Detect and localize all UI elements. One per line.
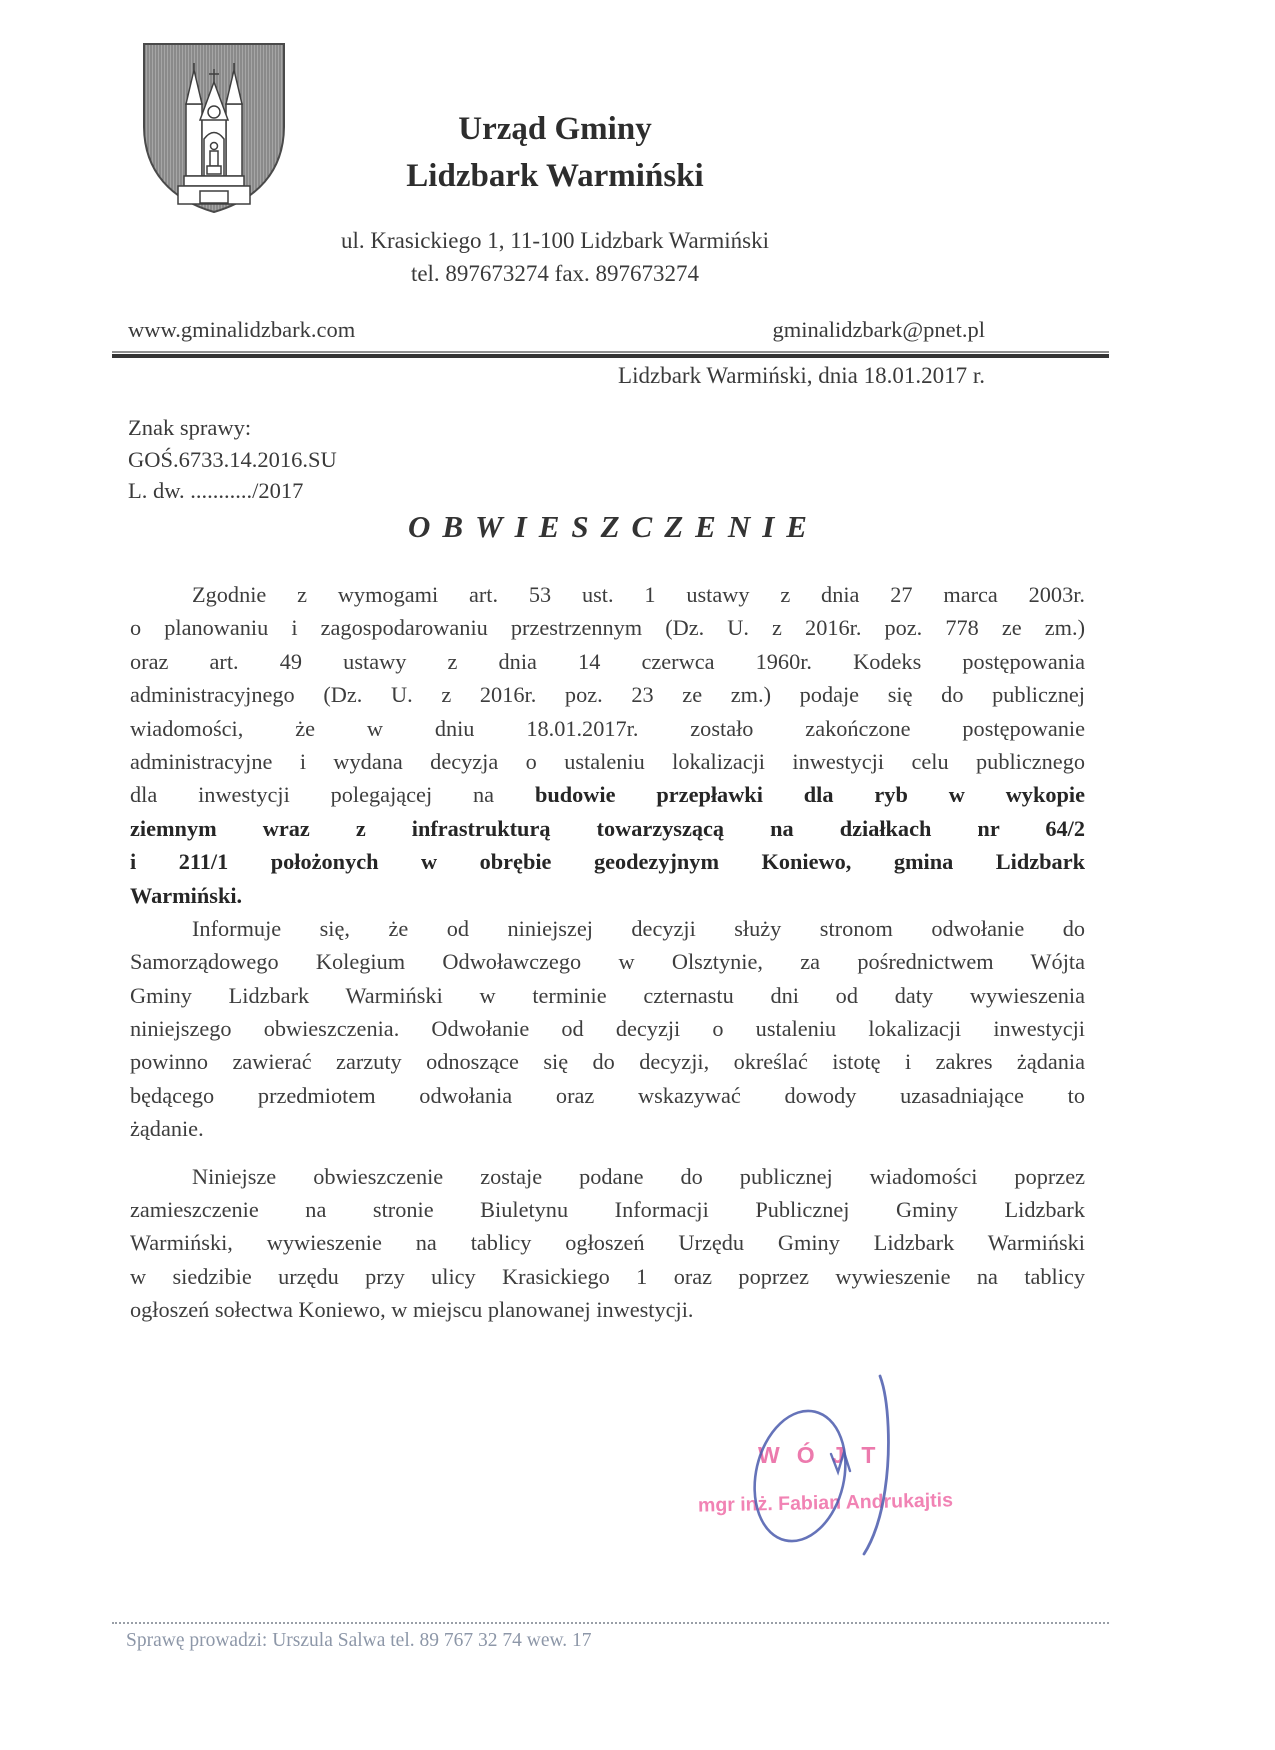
body-line: dla inwestycji polegającej na budowie przepławki dla ryb w wykopie (130, 782, 1085, 808)
address-line: ul. Krasickiego 1, 11-100 Lidzbark Warmiński (340, 228, 770, 253)
body-line: Samorządowego Kolegium Odwoławczego w Olsztynie, za pośrednictwem Wójta (130, 949, 1085, 975)
phone-fax-line: tel. 897673274 fax. 897673274 (410, 261, 700, 286)
footer-divider (112, 1622, 1109, 1624)
footer-contact-line: Sprawę prowadzi: Urszula Salwa tel. 89 767 32 74 wew. 17 (126, 1630, 592, 1651)
body-line: oraz art. 49 ustawy z dnia 14 czerwca 1960r. Kodeks postępowania (130, 648, 1085, 674)
body-line: o planowaniu i zagospodarowaniu przestrzennym (Dz. U. z 2016r. poz. 778 ze zm.) (130, 615, 1085, 641)
body-line: powinno zawierać zarzuty odnoszące się do decyzji, określać istotę i zakres żądania (130, 1049, 1085, 1075)
body-line: Warmiński. (130, 882, 243, 908)
body-line: w siedzibie urzędu przy ulicy Krasickiego 1 oraz poprzez wywieszenie na tablicy (130, 1263, 1085, 1289)
case-reference-block (128, 412, 337, 507)
header-divider (112, 351, 1109, 358)
body-line: będącego przedmiotem odwołania oraz wskazywać dowody uzasadniające to (130, 1082, 1085, 1108)
email-text: gminalidzbark@pnet.pl (772, 317, 985, 342)
paragraph (130, 1160, 1085, 1327)
paragraph (130, 912, 1085, 1146)
body-line: Zgodnie z wymogami art. 53 ust. 1 ustawy z dnia 27 marca 2003r. (192, 582, 1085, 607)
body-line: Warmiński, wywieszenie na tablicy ogłoszeń Urzędu Gminy Lidzbark Warmiński (130, 1230, 1085, 1256)
municipal-crest-icon (138, 40, 290, 216)
body-line: niniejszego obwieszczenia. Odwołanie od decyzji o ustaleniu lokalizacji inwestycji (130, 1016, 1085, 1042)
notice-body (130, 578, 1085, 1327)
body-line: wiadomości, że w dniu 18.01.2017r. zostało zakończone postępowanie (130, 715, 1085, 741)
date-line: Lidzbark Warmiński, dnia 18.01.2017 r. (618, 363, 985, 388)
website-text: www.gminalidzbark.com (128, 317, 356, 342)
body-line: Informuje się, że od niniejszej decyzji służy stronom odwołanie do (192, 915, 1085, 941)
body-line: ziemnym wraz z infrastrukturą towarzyszącą na działkach nr 64/2 (130, 815, 1085, 841)
body-line: ogłoszeń sołectwa Koniewo, w miejscu planowanej inwestycji. (130, 1297, 694, 1323)
org-name-line1: Urząd Gminy (458, 111, 652, 147)
stamp-title: WÓJT (758, 1442, 893, 1468)
body-line: administracyjnego (Dz. U. z 2016r. poz. 23 ze zm.) podaje się do publicznej (130, 682, 1085, 708)
org-name-line2: Lidzbark Warmiński (406, 158, 704, 194)
body-line: zamieszczenie na stronie Biuletynu Informacji Publicznej Gminy Lidzbark (130, 1197, 1085, 1223)
body-line: administracyjne i wydana decyzja o ustaleniu lokalizacji inwestycji celu publicznego (130, 748, 1085, 774)
register-line: L. dw. .........../2017 (128, 478, 304, 503)
signature-ink (738, 1368, 933, 1558)
case-label: Znak sprawy: (128, 415, 252, 440)
body-line: żądanie. (130, 1116, 204, 1142)
paragraph (130, 578, 1085, 912)
case-number: GOŚ.6733.14.2016.SU (128, 446, 337, 472)
body-line: Gminy Lidzbark Warmiński w terminie czternastu dni od daty wywieszenia (130, 982, 1085, 1008)
stamp-name: mgr inż. Fabian Andrukajtis (697, 1489, 954, 1517)
body-line: Niniejsze obwieszczenie zostaje podane do publicznej wiadomości poprzez (192, 1163, 1085, 1189)
notice-title: OBWIESZCZENIE (408, 509, 819, 544)
body-line: i 211/1 położonych w obrębie geodezyjnym Koniewo, gmina Lidzbark (130, 849, 1085, 875)
